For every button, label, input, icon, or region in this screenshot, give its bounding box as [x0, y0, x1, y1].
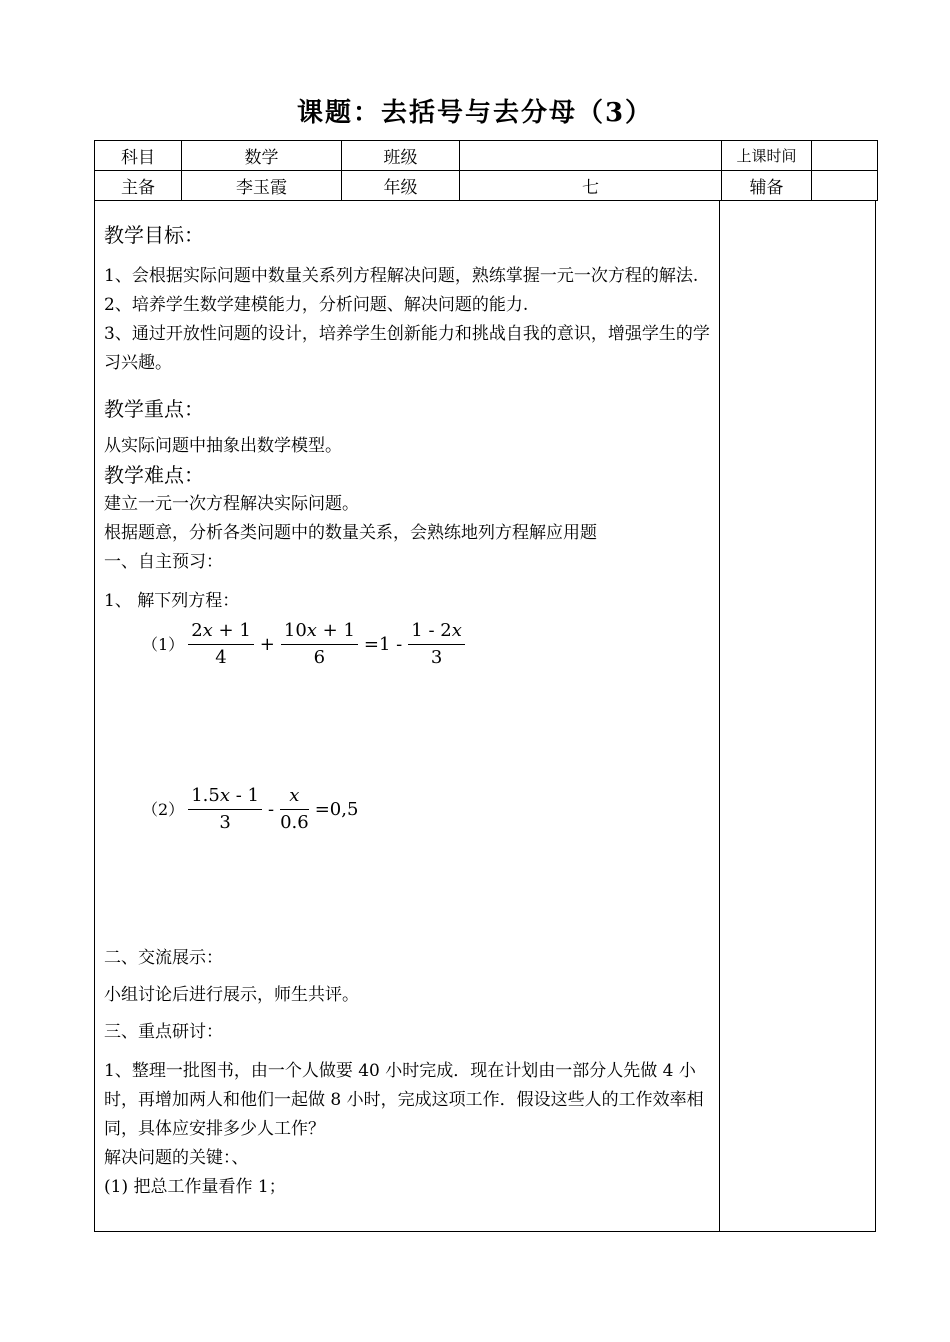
header-row-2	[95, 171, 878, 201]
section-2-text: 小组讨论后进行展示，师生共评。	[104, 985, 359, 1005]
page-title: 课题：去括号与去分母（3）	[296, 98, 654, 128]
difficulties-heading: 教学难点：	[104, 463, 204, 487]
problem-1: 1、整理一批图书，由一个人做要 40 小时完成．现在计划由一部分人先做 4 小时，再增加两人和他们一起做 8 小时，完成这项工作．假设这些人的工作效率相同，具体应安排多少人工作？	[104, 1061, 704, 1139]
lesson-content	[104, 200, 714, 1202]
equation-1-fraction-2: $\frac{10x + 1}{6}$	[281, 618, 358, 671]
label-class: 班级	[342, 141, 460, 171]
problem-1-key: 解决问题的关键：、	[104, 1148, 249, 1168]
label-subject: 科目	[95, 141, 182, 171]
notes-column-divider	[719, 200, 720, 1232]
class-time-value	[812, 141, 878, 171]
equation-2-fraction-2: $\frac{x}{0.6}$	[280, 785, 309, 833]
equation-2-label: （2）	[142, 800, 185, 819]
header-row-1	[95, 141, 878, 171]
goal-1: 1、会根据实际问题中数量关系列方程解决问题，熟练掌握一元一次方程的解法.	[104, 266, 699, 286]
equation-1-rhs: =1 -	[363, 634, 403, 655]
key-points-heading: 教学重点：	[104, 397, 204, 421]
equation-1-label: （1）	[142, 635, 185, 654]
class-value	[460, 141, 722, 171]
equation-1-fraction-3: $\frac{1 - 2x}{3}$	[408, 618, 465, 671]
equation-1-plus: +	[259, 634, 275, 655]
difficulties-text-1: 建立一元一次方程解决实际问题。	[104, 494, 359, 514]
goal-2: 2、培养学生数学建模能力，分析问题、解决问题的能力.	[104, 295, 529, 315]
equation-1-fraction-1: $\frac{2x + 1}{4}$	[188, 618, 254, 671]
problem-1-step-1: (1) 把总工作量看作 1；	[104, 1177, 286, 1197]
assistant-preparer-value	[812, 171, 878, 201]
section-3-title: 三、重点研讨：	[104, 1022, 223, 1042]
equation-2-minus: -	[267, 799, 275, 820]
header-table	[94, 140, 878, 201]
label-assistant-preparer: 辅备	[722, 171, 812, 201]
equation-1	[142, 618, 714, 671]
equation-2	[142, 783, 714, 836]
difficulties-text-2: 根据题意，分析各类问题中的数量关系，会熟练地列方程解应用题	[104, 523, 597, 543]
equation-2-fraction-1: $\frac{1.5x - 1}{3}$	[188, 783, 262, 836]
section-1-title: 一、自主预习：	[104, 552, 223, 572]
equation-2-rhs: =0,5	[314, 799, 359, 820]
key-points-text: 从实际问题中抽象出数学模型。	[104, 436, 342, 456]
subject-value: 数学	[182, 141, 342, 171]
task-1-title: 1、 解下列方程：	[104, 591, 240, 611]
goals-heading: 教学目标：	[104, 223, 204, 247]
lead-preparer-value: 李玉霞	[182, 171, 342, 201]
label-class-time: 上课时间	[722, 141, 812, 171]
label-lead-preparer: 主备	[95, 171, 182, 201]
goal-3: 3、通过开放性问题的设计，培养学生创新能力和挑战自我的意识，增强学生的学习兴趣。	[104, 324, 710, 373]
section-2-title: 二、交流展示：	[104, 948, 223, 968]
label-grade: 年级	[342, 171, 460, 201]
grade-value: 七	[460, 171, 722, 201]
